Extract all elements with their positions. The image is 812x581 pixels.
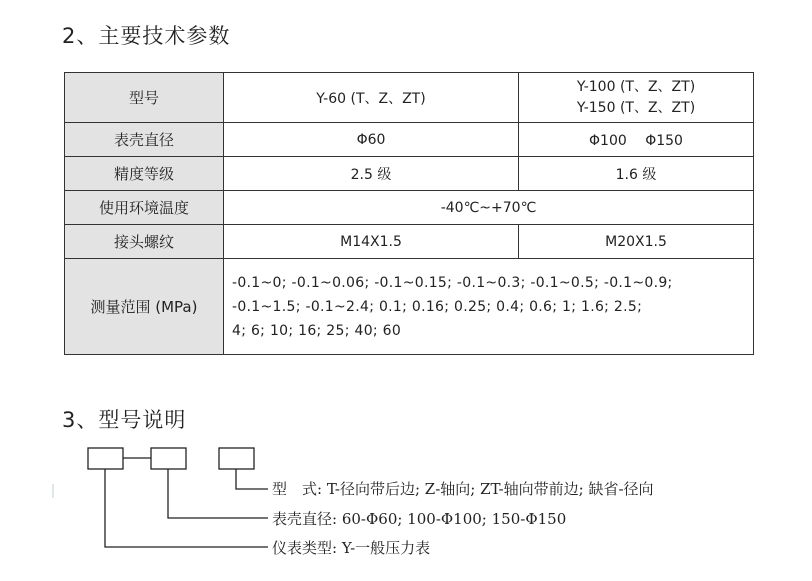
legend-type: 仪表类型: Y-一般压力表	[272, 539, 431, 557]
row-label-accuracy: 精度等级	[65, 157, 224, 191]
table-row-temperature	[65, 191, 754, 225]
leader-diameter	[168, 469, 268, 518]
code-box-diameter	[151, 448, 186, 469]
range-line-1: -0.1~0; -0.1~0.06; -0.1~0.15; -0.1~0.3; -0.1~0.5; -0.1~0.9;	[232, 274, 673, 291]
model-large	[519, 73, 754, 123]
table-row-accuracy	[65, 157, 754, 191]
range-line-2: -0.1~1.5; -0.1~2.4; 0.1; 0.16; 0.25; 0.4; 0.6; 1; 1.6; 2.5;	[232, 298, 643, 315]
code-box-type	[88, 448, 123, 469]
range-line-3: 4; 6; 10; 16; 25; 40; 60	[232, 322, 402, 339]
row-label-temperature: 使用环境温度	[65, 191, 224, 225]
spec-table	[64, 72, 754, 355]
table-row-diameter	[65, 123, 754, 157]
accuracy-large: 1.6 级	[519, 157, 754, 191]
leader-form	[236, 469, 268, 489]
diameter-small: Φ60	[224, 123, 519, 157]
row-label-model: 型号	[65, 73, 224, 123]
model-large-line2: Y-150 (T、Z、ZT)	[576, 99, 696, 116]
section-3-title: 3、型号说明	[62, 408, 187, 432]
row-label-range: 测量范围 (MPa)	[65, 259, 224, 355]
table-row-range	[65, 259, 754, 355]
section-2-title: 2、主要技术参数	[62, 24, 231, 48]
range-values	[224, 259, 754, 355]
model-small: Y-60 (T、Z、ZT)	[224, 73, 519, 123]
margin-mark	[52, 484, 54, 498]
table-row-model	[65, 73, 754, 123]
row-label-diameter: 表壳直径	[65, 123, 224, 157]
thread-large: M20X1.5	[519, 225, 754, 259]
temperature-value: -40℃~+70℃	[224, 191, 754, 225]
row-label-thread: 接头螺纹	[65, 225, 224, 259]
table-row-thread	[65, 225, 754, 259]
legend-form: 型 式: T-径向带后边; Z-轴向; ZT-轴向带前边; 缺省-径向	[272, 480, 654, 498]
thread-small: M14X1.5	[224, 225, 519, 259]
legend-diameter: 表壳直径: 60-Φ60; 100-Φ100; 150-Φ150	[272, 510, 567, 528]
leader-type	[105, 469, 268, 547]
diameter-large: Φ100 Φ150	[519, 123, 754, 157]
code-box-form	[219, 448, 254, 469]
model-large-line1: Y-100 (T、Z、ZT)	[576, 78, 696, 95]
accuracy-small: 2.5 级	[224, 157, 519, 191]
